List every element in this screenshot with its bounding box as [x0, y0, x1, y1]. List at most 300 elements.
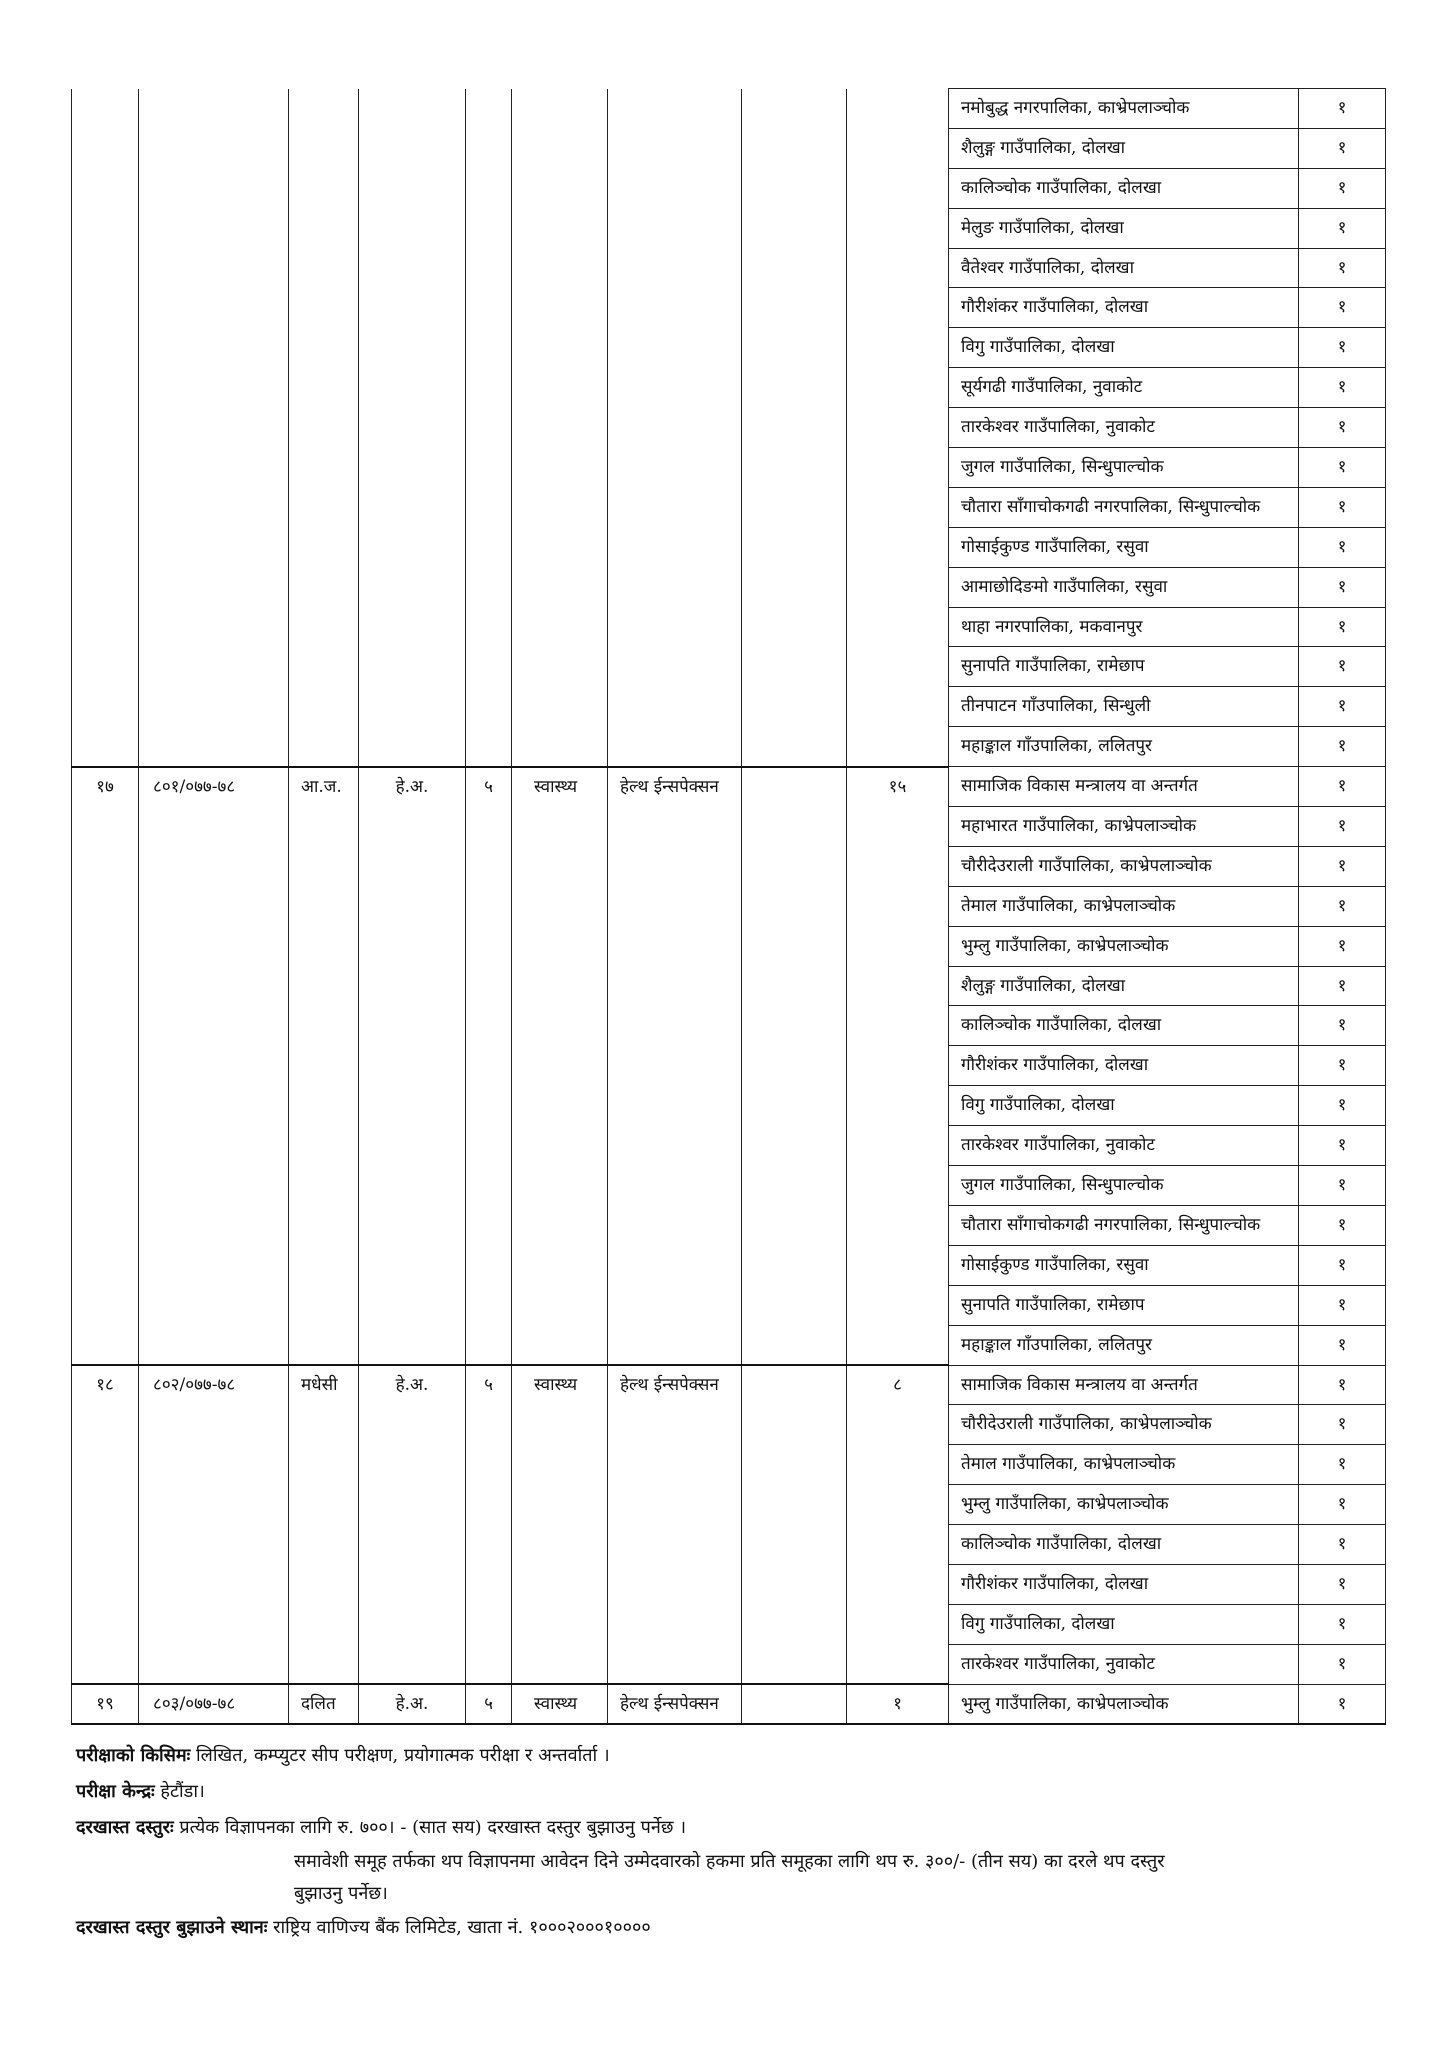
total-count-cell — [847, 1086, 949, 1126]
office-name-cell: जुगल गाउँपालिका, सिन्धुपाल्चोक — [949, 1166, 1299, 1206]
category-cell — [289, 647, 359, 687]
office-name-cell: चौरीदेउराली गाउँपालिका, काभ्रेपलाञ्चोक — [949, 1405, 1299, 1445]
serial-number-cell — [72, 128, 139, 168]
office-name-cell: कालिञ्चोक गाउँपालिका, दोलखा — [949, 168, 1299, 208]
ad-number-cell — [139, 1485, 289, 1525]
total-count-cell — [847, 168, 949, 208]
level-cell — [466, 328, 512, 368]
ad-number-cell — [139, 846, 289, 886]
group-cell — [742, 1086, 847, 1126]
post-cell — [359, 1445, 466, 1485]
group-cell — [742, 1205, 847, 1245]
quantity-cell: १ — [1299, 448, 1386, 488]
total-count-cell — [847, 1604, 949, 1644]
service-cell — [512, 1405, 608, 1445]
service-cell — [512, 1485, 608, 1525]
office-name-cell: गौरीशंकर गाउँपालिका, दोलखा — [949, 288, 1299, 328]
level-cell — [466, 846, 512, 886]
level-cell — [466, 926, 512, 966]
service-cell — [512, 727, 608, 767]
fee-extra-line-2: बुझाउनु पर्नेछ। — [294, 1883, 388, 1904]
group-cell — [742, 1604, 847, 1644]
ad-number-cell — [139, 1086, 289, 1126]
total-count-cell — [847, 527, 949, 567]
position-cell — [608, 1644, 742, 1684]
category-cell — [289, 567, 359, 607]
office-name-cell: वैतेश्वर गाउँपालिका, दोलखा — [949, 248, 1299, 288]
quantity-cell: १ — [1299, 128, 1386, 168]
total-count-cell — [847, 328, 949, 368]
post-cell — [359, 368, 466, 408]
position-cell — [608, 1166, 742, 1206]
serial-number-cell — [72, 168, 139, 208]
office-name-cell: विगु गाउँपालिका, दोलखा — [949, 1604, 1299, 1644]
total-count-cell — [847, 846, 949, 886]
group-cell — [742, 208, 847, 248]
category-cell — [289, 1166, 359, 1206]
service-cell — [512, 926, 608, 966]
ad-number-cell — [139, 527, 289, 567]
ad-number-cell — [139, 1126, 289, 1166]
category-cell — [289, 687, 359, 727]
position-cell — [608, 408, 742, 448]
serial-number-cell: १९ — [72, 1684, 139, 1724]
office-name-cell: तीनपाटन गाँउपालिका, सिन्धुली — [949, 687, 1299, 727]
serial-number-cell: १८ — [72, 1365, 139, 1405]
quantity-cell: १ — [1299, 288, 1386, 328]
office-name-cell: चौतारा साँगाचोकगढी नगरपालिका, सिन्धुपाल्चोक — [949, 487, 1299, 527]
post-cell — [359, 487, 466, 527]
level-cell — [466, 687, 512, 727]
quantity-cell: १ — [1299, 328, 1386, 368]
level-cell — [466, 966, 512, 1006]
quantity-cell: १ — [1299, 1126, 1386, 1166]
office-name-cell: चौरीदेउराली गाउँपालिका, काभ्रेपलाञ्चोक — [949, 846, 1299, 886]
table-row — [72, 168, 1386, 208]
serial-number-cell — [72, 727, 139, 767]
table-row — [72, 966, 1386, 1006]
serial-number-cell — [72, 926, 139, 966]
position-cell — [608, 846, 742, 886]
group-cell — [742, 1525, 847, 1565]
serial-number-cell — [72, 1525, 139, 1565]
office-name-cell: सूर्यगढी गाउँपालिका, नुवाकोट — [949, 368, 1299, 408]
table-row — [72, 1525, 1386, 1565]
total-count-cell — [847, 1006, 949, 1046]
group-cell — [742, 89, 847, 129]
service-cell: स्वास्थ्य — [512, 1684, 608, 1724]
total-count-cell — [847, 1046, 949, 1086]
quantity-cell: १ — [1299, 408, 1386, 448]
ad-number-cell — [139, 567, 289, 607]
table-row — [72, 1006, 1386, 1046]
table-row — [72, 1485, 1386, 1525]
post-cell: हे.अ. — [359, 767, 466, 807]
payment-text: राष्ट्रिय वाणिज्य बैंक लिमिटेड, खाता नं. १०००२०००१०००० — [267, 1917, 651, 1938]
office-name-cell: थाहा नगरपालिका, मकवानपुर — [949, 607, 1299, 647]
group-cell — [742, 807, 847, 847]
table-row — [72, 767, 1386, 807]
group-cell — [742, 527, 847, 567]
serial-number-cell — [72, 1086, 139, 1126]
group-cell — [742, 886, 847, 926]
quantity-cell: १ — [1299, 807, 1386, 847]
total-count-cell — [847, 1245, 949, 1285]
position-cell — [608, 448, 742, 488]
ad-number-cell — [139, 368, 289, 408]
post-cell — [359, 1205, 466, 1245]
category-cell — [289, 1006, 359, 1046]
ad-number-cell — [139, 1564, 289, 1604]
table-row — [72, 128, 1386, 168]
ad-number-cell — [139, 448, 289, 488]
group-cell — [742, 1644, 847, 1684]
service-cell — [512, 966, 608, 1006]
ad-number-cell — [139, 1285, 289, 1325]
ad-number-cell — [139, 1245, 289, 1285]
category-cell — [289, 128, 359, 168]
post-cell — [359, 1485, 466, 1525]
level-cell — [466, 807, 512, 847]
ad-number-cell — [139, 487, 289, 527]
ad-number-cell: ८०२/०७७-७८ — [139, 1365, 289, 1405]
post-cell — [359, 128, 466, 168]
group-cell — [742, 1485, 847, 1525]
position-cell — [608, 1485, 742, 1525]
position-cell: हेल्थ ईन्सपेक्सन — [608, 1684, 742, 1724]
quantity-cell: १ — [1299, 487, 1386, 527]
position-cell — [608, 487, 742, 527]
group-cell — [742, 687, 847, 727]
group-cell — [742, 1684, 847, 1724]
ad-number-cell: ८०३/०७७-७८ — [139, 1684, 289, 1724]
serial-number-cell — [72, 647, 139, 687]
ad-number-cell — [139, 966, 289, 1006]
total-count-cell — [847, 408, 949, 448]
office-name-cell: विगु गाउँपालिका, दोलखा — [949, 1086, 1299, 1126]
total-count-cell — [847, 886, 949, 926]
position-cell — [608, 1445, 742, 1485]
category-cell — [289, 1325, 359, 1365]
level-cell — [466, 1245, 512, 1285]
quantity-cell: १ — [1299, 1166, 1386, 1206]
service-cell — [512, 1285, 608, 1325]
quantity-cell: १ — [1299, 1525, 1386, 1565]
table-row — [72, 1365, 1386, 1405]
office-name-cell: महाङ्काल गाँउपालिका, ललितपुर — [949, 1325, 1299, 1365]
level-cell — [466, 1445, 512, 1485]
ad-number-cell — [139, 807, 289, 847]
group-cell — [742, 248, 847, 288]
group-cell — [742, 328, 847, 368]
level-cell — [466, 368, 512, 408]
post-cell — [359, 1285, 466, 1325]
total-count-cell — [847, 926, 949, 966]
post-cell: हे.अ. — [359, 1684, 466, 1724]
quantity-cell: १ — [1299, 1445, 1386, 1485]
position-cell: हेल्थ ईन्सपेक्सन — [608, 767, 742, 807]
office-name-cell: महाङ्काल गाँउपालिका, ललितपुर — [949, 727, 1299, 767]
ad-number-cell — [139, 1166, 289, 1206]
fee-note — [76, 1810, 1376, 1846]
service-cell — [512, 1564, 608, 1604]
total-count-cell — [847, 448, 949, 488]
service-cell — [512, 1525, 608, 1565]
serial-number-cell — [72, 1046, 139, 1086]
category-cell — [289, 1405, 359, 1445]
category-cell — [289, 966, 359, 1006]
category-cell — [289, 328, 359, 368]
quantity-cell: १ — [1299, 1086, 1386, 1126]
vacancy-table — [71, 88, 1386, 1725]
post-cell — [359, 89, 466, 129]
quantity-cell: १ — [1299, 1604, 1386, 1644]
category-cell — [289, 1604, 359, 1644]
table-row — [72, 1564, 1386, 1604]
level-cell — [466, 1126, 512, 1166]
table-row — [72, 408, 1386, 448]
service-cell — [512, 168, 608, 208]
position-cell — [608, 607, 742, 647]
serial-number-cell — [72, 567, 139, 607]
group-cell — [742, 448, 847, 488]
category-cell — [289, 89, 359, 129]
total-count-cell — [847, 1166, 949, 1206]
quantity-cell: १ — [1299, 248, 1386, 288]
category-cell — [289, 448, 359, 488]
office-name-cell: गोसाईकुण्ड गाउँपालिका, रसुवा — [949, 1245, 1299, 1285]
position-cell — [608, 288, 742, 328]
group-cell — [742, 168, 847, 208]
table-row — [72, 1445, 1386, 1485]
quantity-cell: १ — [1299, 727, 1386, 767]
group-cell — [742, 727, 847, 767]
category-cell — [289, 1245, 359, 1285]
office-name-cell: तारकेश्वर गाउँपालिका, नुवाकोट — [949, 1644, 1299, 1684]
serial-number-cell — [72, 328, 139, 368]
quantity-cell: १ — [1299, 846, 1386, 886]
position-cell — [608, 1086, 742, 1126]
service-cell: स्वास्थ्य — [512, 1365, 608, 1405]
post-cell — [359, 208, 466, 248]
exam-type-text: लिखित, कम्प्युटर सीप परीक्षण, प्रयोगात्मक परीक्षा र अन्तर्वार्ता । — [190, 1745, 610, 1766]
table-row — [72, 368, 1386, 408]
quantity-cell: १ — [1299, 567, 1386, 607]
service-cell — [512, 248, 608, 288]
level-cell: ५ — [466, 1365, 512, 1405]
category-cell — [289, 1644, 359, 1684]
post-cell — [359, 288, 466, 328]
position-cell — [608, 1564, 742, 1604]
level-cell — [466, 527, 512, 567]
quantity-cell: १ — [1299, 687, 1386, 727]
ad-number-cell — [139, 1604, 289, 1644]
office-name-cell: भुम्लु गाउँपालिका, काभ्रेपलाञ्चोक — [949, 1485, 1299, 1525]
service-cell — [512, 1644, 608, 1684]
category-cell — [289, 248, 359, 288]
table-row — [72, 1166, 1386, 1206]
total-count-cell — [847, 687, 949, 727]
group-cell — [742, 846, 847, 886]
total-count-cell — [847, 368, 949, 408]
service-cell — [512, 208, 608, 248]
total-count-cell — [847, 1644, 949, 1684]
serial-number-cell — [72, 248, 139, 288]
service-cell — [512, 687, 608, 727]
post-cell — [359, 1126, 466, 1166]
quantity-cell: १ — [1299, 1405, 1386, 1445]
serial-number-cell — [72, 607, 139, 647]
level-cell — [466, 647, 512, 687]
quantity-cell: १ — [1299, 208, 1386, 248]
ad-number-cell — [139, 727, 289, 767]
post-cell — [359, 1405, 466, 1445]
category-cell — [289, 1485, 359, 1525]
table-row — [72, 527, 1386, 567]
group-cell — [742, 1445, 847, 1485]
exam-center-label: परीक्षा केन्द्रः — [76, 1781, 155, 1802]
table-row — [72, 448, 1386, 488]
total-count-cell — [847, 1405, 949, 1445]
total-count-cell — [847, 128, 949, 168]
table-row — [72, 687, 1386, 727]
service-cell — [512, 128, 608, 168]
level-cell — [466, 1405, 512, 1445]
quantity-cell: १ — [1299, 926, 1386, 966]
serial-number-cell — [72, 1604, 139, 1644]
table-row — [72, 567, 1386, 607]
serial-number-cell — [72, 487, 139, 527]
category-cell — [289, 368, 359, 408]
office-name-cell: कालिञ्चोक गाउँपालिका, दोलखा — [949, 1006, 1299, 1046]
serial-number-cell — [72, 886, 139, 926]
quantity-cell: १ — [1299, 966, 1386, 1006]
service-cell — [512, 886, 608, 926]
position-cell — [608, 1245, 742, 1285]
quantity-cell: १ — [1299, 1006, 1386, 1046]
group-cell — [742, 966, 847, 1006]
post-cell — [359, 408, 466, 448]
position-cell — [608, 1126, 742, 1166]
quantity-cell: १ — [1299, 368, 1386, 408]
position-cell — [608, 886, 742, 926]
quantity-cell: १ — [1299, 1644, 1386, 1684]
post-cell — [359, 687, 466, 727]
ad-number-cell — [139, 1525, 289, 1565]
quantity-cell: १ — [1299, 886, 1386, 926]
post-cell — [359, 1166, 466, 1206]
position-cell: हेल्थ ईन्सपेक्सन — [608, 1365, 742, 1405]
total-count-cell — [847, 1525, 949, 1565]
serial-number-cell — [72, 1126, 139, 1166]
post-cell — [359, 1525, 466, 1565]
category-cell — [289, 1086, 359, 1126]
category-cell — [289, 168, 359, 208]
table-row — [72, 1046, 1386, 1086]
quantity-cell: १ — [1299, 1485, 1386, 1525]
table-row — [72, 1604, 1386, 1644]
office-name-cell: सामाजिक विकास मन्त्रालय वा अन्तर्गत — [949, 1365, 1299, 1405]
group-cell — [742, 767, 847, 807]
group-cell — [742, 1126, 847, 1166]
table-row — [72, 1086, 1386, 1126]
position-cell — [608, 807, 742, 847]
service-cell — [512, 487, 608, 527]
group-cell — [742, 1365, 847, 1405]
service-cell — [512, 607, 608, 647]
level-cell — [466, 1046, 512, 1086]
ad-number-cell — [139, 687, 289, 727]
ad-number-cell — [139, 607, 289, 647]
total-count-cell — [847, 807, 949, 847]
total-count-cell — [847, 1325, 949, 1365]
office-name-cell: आमाछोदिङमो गाउँपालिका, रसुवा — [949, 567, 1299, 607]
level-cell — [466, 727, 512, 767]
service-cell — [512, 89, 608, 129]
category-cell — [289, 487, 359, 527]
category-cell — [289, 1046, 359, 1086]
office-name-cell: मेलुङ गाउँपालिका, दोलखा — [949, 208, 1299, 248]
position-cell — [608, 926, 742, 966]
service-cell — [512, 448, 608, 488]
total-count-cell — [847, 248, 949, 288]
fee-label: दरखास्त दस्तुरः — [76, 1817, 174, 1838]
category-cell: मधेसी — [289, 1365, 359, 1405]
post-cell — [359, 448, 466, 488]
table-row — [72, 727, 1386, 767]
group-cell — [742, 288, 847, 328]
category-cell — [289, 1564, 359, 1604]
position-cell — [608, 567, 742, 607]
quantity-cell: १ — [1299, 767, 1386, 807]
post-cell — [359, 727, 466, 767]
service-cell — [512, 1126, 608, 1166]
position-cell — [608, 687, 742, 727]
ad-number-cell — [139, 1006, 289, 1046]
post-cell — [359, 1046, 466, 1086]
ad-number-cell — [139, 647, 289, 687]
category-cell — [289, 527, 359, 567]
table-row — [72, 89, 1386, 129]
service-cell — [512, 807, 608, 847]
post-cell — [359, 1644, 466, 1684]
level-cell — [466, 248, 512, 288]
exam-type-label: परीक्षाको किसिमः — [76, 1745, 191, 1766]
category-cell — [289, 926, 359, 966]
table-row — [72, 1245, 1386, 1285]
service-cell — [512, 1205, 608, 1245]
quantity-cell: १ — [1299, 1365, 1386, 1405]
service-cell — [512, 527, 608, 567]
position-cell — [608, 1285, 742, 1325]
post-cell — [359, 926, 466, 966]
group-cell — [742, 607, 847, 647]
position-cell — [608, 1604, 742, 1644]
position-cell — [608, 368, 742, 408]
level-cell — [466, 1525, 512, 1565]
level-cell — [466, 607, 512, 647]
total-count-cell — [847, 487, 949, 527]
level-cell — [466, 1006, 512, 1046]
total-count-cell — [847, 89, 949, 129]
office-name-cell: भुम्लु गाउँपालिका, काभ्रेपलाञ्चोक — [949, 1684, 1299, 1724]
group-cell — [742, 1245, 847, 1285]
ad-number-cell — [139, 1445, 289, 1485]
group-cell — [742, 647, 847, 687]
group-cell — [742, 1564, 847, 1604]
post-cell — [359, 1604, 466, 1644]
serial-number-cell — [72, 687, 139, 727]
